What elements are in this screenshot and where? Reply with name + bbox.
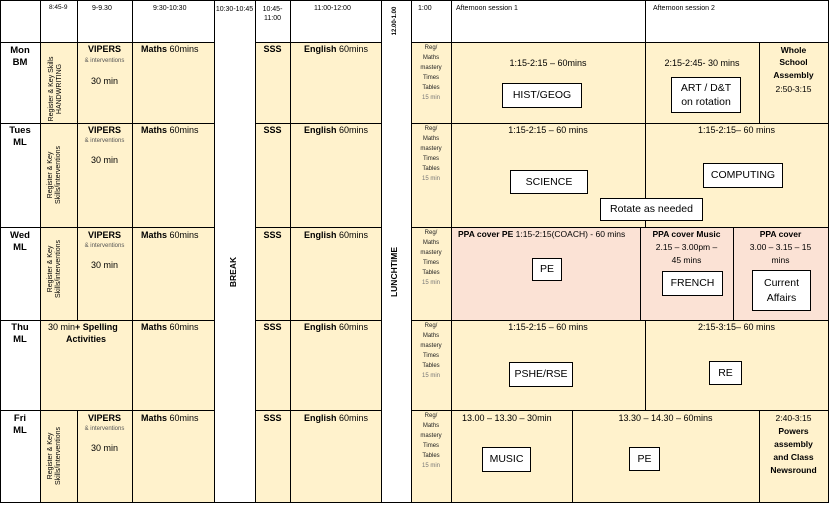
hline xyxy=(411,42,829,43)
reg-line: Times xyxy=(422,75,440,81)
header-time-1300: 1:00 xyxy=(418,5,432,12)
fill xyxy=(255,320,381,410)
pm1-time: 13.00 – 13.30 – 30min xyxy=(462,413,552,423)
assembly-title: Assembly xyxy=(773,70,814,80)
teacher-label: BM xyxy=(12,57,28,68)
pe-box: PE xyxy=(629,447,660,471)
fill xyxy=(255,42,381,123)
hline xyxy=(0,410,214,411)
vline xyxy=(77,410,78,503)
reg-line: Times xyxy=(422,353,440,359)
english-label: English 60mins xyxy=(304,44,369,54)
hist-geog-box: HIST/GEOG xyxy=(502,83,582,108)
teacher-label: ML xyxy=(13,242,27,253)
vline xyxy=(733,227,734,320)
english-label: English 60mins xyxy=(304,230,369,240)
vipers-label: VIPERS xyxy=(87,413,121,423)
pm2-time: 2:15-2:45- 30 mins xyxy=(664,58,740,68)
vipers-duration: 30 min xyxy=(90,76,118,86)
reg-line: 15 min xyxy=(421,95,440,101)
reg-line: Maths xyxy=(422,240,440,246)
header-time-1100: 11:00-12:00 xyxy=(314,5,351,12)
vline xyxy=(290,0,291,503)
english-label: English 60mins xyxy=(304,322,369,332)
vline xyxy=(381,0,382,503)
current-affairs-line: Current xyxy=(763,277,799,290)
assembly-title: School xyxy=(779,57,808,67)
reg-maths-block xyxy=(413,321,449,381)
register-label: Register & Key Skills/interventions xyxy=(47,146,63,204)
reg-line: Tables xyxy=(422,453,440,459)
assembly-title: assembly xyxy=(774,439,813,449)
reg-line: 15 min xyxy=(421,463,440,469)
pm1-time: 1:15-2:15 – 60 mins xyxy=(508,322,588,332)
hline xyxy=(255,227,381,228)
hline xyxy=(411,410,829,411)
reg-line: Reg/ xyxy=(424,45,438,51)
teacher-label: ML xyxy=(13,137,27,148)
register-label: Register & Key Skills/interventions xyxy=(47,427,63,485)
reg-maths-block xyxy=(413,124,449,184)
vipers-sub: & interventions xyxy=(84,138,125,144)
vline xyxy=(640,227,641,320)
hline xyxy=(0,320,214,321)
ppa-cover-time: 3.00 – 3.15 – 15 xyxy=(749,242,812,252)
fill xyxy=(255,410,381,502)
header-time-1030: 10:30-10:45 xyxy=(215,6,254,13)
assembly-time: 2:40-3:15 xyxy=(775,413,812,423)
reg-line: Reg/ xyxy=(424,413,438,419)
assembly-title: Powers xyxy=(778,426,809,436)
reg-line: 15 min xyxy=(421,280,440,286)
vline xyxy=(411,0,412,503)
day-label: Tues xyxy=(9,125,31,136)
english-label: English 60mins xyxy=(304,413,369,423)
vline xyxy=(77,0,78,42)
sss-label: SSS xyxy=(263,413,282,423)
ppa-music-title: PPA cover Music xyxy=(652,229,721,239)
hline xyxy=(0,227,214,228)
reg-maths-block xyxy=(413,43,449,103)
reg-line: Reg/ xyxy=(424,230,438,236)
ppa-music-time: 2.15 – 3.00pm – xyxy=(655,242,718,252)
pe-box: PE xyxy=(532,258,562,281)
vipers-label: VIPERS xyxy=(87,230,121,240)
register-label: Register & Key Skills HANDWRITING xyxy=(48,56,64,122)
maths-label: Maths 60mins xyxy=(141,322,199,332)
pm2-time: 1:15-2:15– 60 mins xyxy=(697,125,776,135)
fill xyxy=(255,123,381,227)
sss-label: SSS xyxy=(263,322,282,332)
vline xyxy=(132,0,133,503)
fill xyxy=(411,320,828,410)
header-afternoon-1: Afternoon session 1 xyxy=(456,5,518,12)
art-dt-line: on rotation xyxy=(681,96,731,108)
reg-maths-block xyxy=(413,228,449,288)
assembly-title: Newsround xyxy=(770,465,817,475)
day-label: Mon xyxy=(10,45,30,56)
reg-line: Reg/ xyxy=(424,126,438,132)
pm2-time: 2:15-3:15– 60 mins xyxy=(697,322,776,332)
computing-box: COMPUTING xyxy=(703,163,783,188)
reg-line: 15 min xyxy=(421,373,440,379)
assembly-title: and Class xyxy=(773,452,814,462)
re-box: RE xyxy=(709,361,742,385)
art-dt-box xyxy=(671,77,741,113)
vipers-duration: 30 min xyxy=(90,260,118,270)
assembly-title: Whole xyxy=(780,45,807,55)
reg-line: mastery xyxy=(420,250,442,256)
reg-line: Tables xyxy=(422,363,440,369)
reg-line: mastery xyxy=(420,146,442,152)
header-afternoon-2: Afternoon session 2 xyxy=(653,5,715,12)
ppa-pe-line: PPA cover PE 1:15-2:15(COACH) - 60 mins xyxy=(458,229,626,239)
music-box: MUSIC xyxy=(482,447,531,472)
pm1-time: 1:15-2:15 – 60mins xyxy=(509,58,587,68)
assembly-time: 2:50-3:15 xyxy=(775,84,812,94)
maths-label: Maths 60mins xyxy=(141,413,199,423)
maths-label: Maths 60mins xyxy=(141,230,199,240)
hline xyxy=(0,0,829,1)
header-time-1200: 12.00-1.00 xyxy=(392,6,398,36)
hline xyxy=(0,42,214,43)
lunchtime-label: LUNCHTIME xyxy=(389,246,399,298)
reg-line: Times xyxy=(422,156,440,162)
break-label: BREAK xyxy=(228,256,238,288)
header-time-930: 9:30-10:30 xyxy=(153,5,187,12)
hline xyxy=(411,320,829,321)
day-label: Fri xyxy=(13,413,27,424)
pm2-time: 13.30 – 14.30 – 60mins xyxy=(618,413,713,423)
fill xyxy=(255,227,381,320)
vipers-sub: & interventions xyxy=(84,426,125,432)
reg-line: Tables xyxy=(422,166,440,172)
reg-line: Reg/ xyxy=(424,323,438,329)
vipers-sub: & interventions xyxy=(84,58,125,64)
sss-label: SSS xyxy=(263,230,282,240)
hline xyxy=(411,227,829,228)
sss-label: SSS xyxy=(263,125,282,135)
current-affairs-line: Affairs xyxy=(766,291,797,304)
day-label: Wed xyxy=(10,230,30,241)
sss-label: SSS xyxy=(263,44,282,54)
spelling-activities: Activities xyxy=(66,334,107,344)
hline xyxy=(255,123,381,124)
reg-line: Maths xyxy=(422,136,440,142)
vline xyxy=(572,410,573,503)
hline xyxy=(0,123,214,124)
reg-line: Maths xyxy=(422,423,440,429)
reg-line: Maths xyxy=(422,55,440,61)
ppa-music-time: 45 mins xyxy=(671,255,702,265)
hline xyxy=(255,410,381,411)
science-box: SCIENCE xyxy=(510,170,588,194)
ppa-cover-title: PPA cover xyxy=(759,229,802,239)
vline xyxy=(451,0,452,503)
spelling-line: 30 min+ Spelling xyxy=(48,322,118,332)
vline xyxy=(828,0,829,503)
vipers-label: VIPERS xyxy=(87,125,121,135)
hline xyxy=(0,502,829,503)
reg-line: mastery xyxy=(420,65,442,71)
ppa-cover-time: mins xyxy=(771,255,790,265)
reg-line: Tables xyxy=(422,85,440,91)
hline xyxy=(411,123,829,124)
header-time-900: 9-9.30 xyxy=(92,5,112,12)
reg-line: Times xyxy=(422,260,440,266)
reg-line: mastery xyxy=(420,343,442,349)
teacher-label: ML xyxy=(13,425,27,436)
vipers-sub: & interventions xyxy=(84,243,125,249)
pshe-rse-box: PSHE/RSE xyxy=(509,362,573,387)
reg-line: mastery xyxy=(420,433,442,439)
art-dt-line: ART / D&T xyxy=(680,81,732,94)
reg-line: Times xyxy=(422,443,440,449)
day-label: Thu xyxy=(11,322,29,333)
header-time-1045: 10:45-11:00 xyxy=(262,6,283,22)
vipers-duration: 30 min xyxy=(90,155,118,165)
header-time-845: 8:45-9 xyxy=(49,4,68,11)
vline xyxy=(214,0,215,503)
reg-maths-block xyxy=(413,411,449,471)
maths-label: Maths 60mins xyxy=(141,125,199,135)
pm1-time: 1:15-2:15 – 60 mins xyxy=(508,125,588,135)
vipers-duration: 30 min xyxy=(90,443,118,453)
english-label: English 60mins xyxy=(304,125,369,135)
reg-line: Maths xyxy=(422,333,440,339)
vline xyxy=(255,0,256,503)
vline xyxy=(40,0,41,503)
teacher-label: ML xyxy=(13,334,27,345)
reg-line: Tables xyxy=(422,270,440,276)
vline xyxy=(645,320,646,410)
current-affairs-box xyxy=(752,270,811,311)
maths-label: Maths 60mins xyxy=(141,44,199,54)
hline xyxy=(255,320,381,321)
reg-line: 15 min xyxy=(421,176,440,182)
register-label: Register & Key Skills/interventions xyxy=(47,240,63,298)
hline xyxy=(255,42,381,43)
vipers-label: VIPERS xyxy=(87,44,121,54)
rotate-box: Rotate as needed xyxy=(600,198,703,221)
french-box: FRENCH xyxy=(662,271,723,296)
